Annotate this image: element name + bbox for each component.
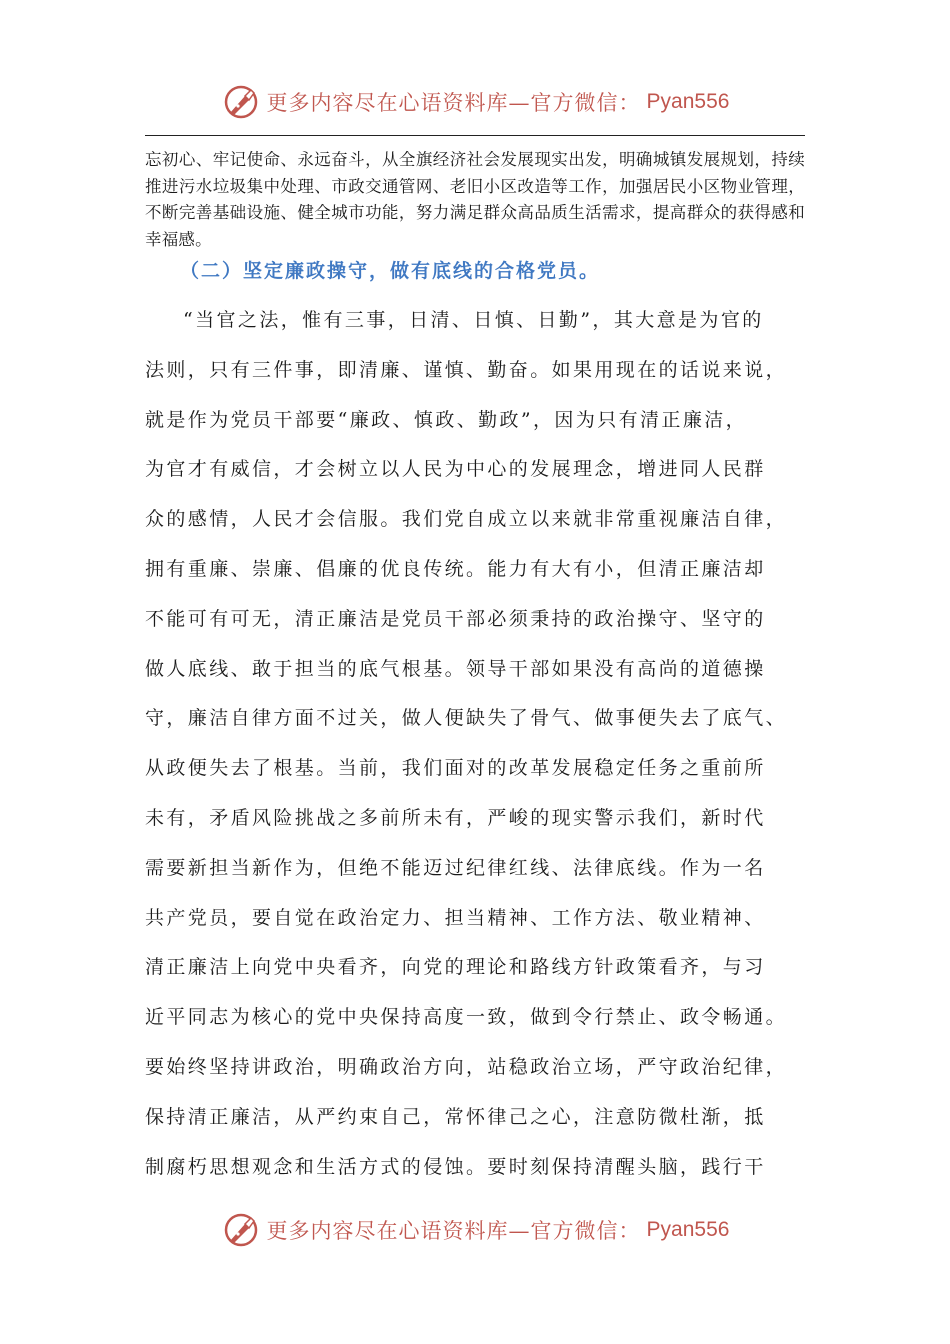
body-line: 就是作为党员干部要“廉政、慎政、勤政”，因为只有清正廉洁， [145, 408, 748, 431]
continued-paragraph: 忘初心、牢记使命、永远奋斗，从全旗经济社会发展现实出发，明确城镇发展规划，持续推进污水垃圾集中处理、市政交通管网、老旧小区改造等工作，加强居民小区物业管理，不断完善基础设施、健全城市功能，努力满足群众高品质生活需求，提高群众的获得感和幸福感。 [145, 150, 805, 249]
body-line: 从政便失去了根基。当前，我们面对的改革发展稳定任务之重前所 [145, 757, 766, 780]
body-line: 制腐朽思想观念和生活方式的侵蚀。要时刻保持清醒头脑，践行干 [145, 1155, 766, 1178]
body-line: 做人底线、敢于担当的底气根基。领导干部如果没有高尚的道德操 [145, 657, 766, 680]
body-line: 要始终坚持讲政治，明确政治方向，站稳政治立场，严守政治纪律， [145, 1055, 788, 1078]
pen-nib-icon [221, 82, 261, 122]
body-line: 未有，矛盾风险挑战之多前所未有，严峻的现实警示我们，新时代 [145, 806, 766, 829]
body-line: 清正廉洁上向党中央看齐，向党的理论和路线方针政策看齐，与习 [145, 956, 766, 979]
watermark-text: 更多内容尽在心语资料库—官方微信： [266, 91, 641, 115]
watermark-text: 更多内容尽在心语资料库—官方微信： [266, 1219, 641, 1243]
body-line: 保持清正廉洁，从严约束自己，常怀律己之心，注意防微杜渐，抵 [145, 1105, 766, 1128]
body-line: 需要新担当新作为，但绝不能迈过纪律红线、法律底线。作为一名 [145, 856, 766, 879]
watermark-wechat-id: Pyan556 [646, 90, 730, 113]
watermark-banner [221, 82, 730, 122]
watermark-banner [221, 1210, 730, 1250]
body-line: 为官才有威信，才会树立以人民为中心的发展理念，增进同人民群 [145, 458, 766, 481]
watermark-wechat-id: Pyan556 [646, 1218, 730, 1241]
body-line: 共产党员，要自觉在政治定力、担当精神、工作方法、敬业精神、 [145, 906, 766, 929]
header-watermark [0, 82, 950, 122]
body-line: 不能可有可无，清正廉洁是党员干部必须秉持的政治操守、坚守的 [145, 607, 766, 630]
body-line: 拥有重廉、崇廉、倡廉的优良传统。能力有大有小，但清正廉洁却 [145, 557, 766, 580]
body-line: 法则，只有三件事，即清廉、谨慎、勤奋。如果用现在的话说来说， [145, 358, 788, 381]
body-line: 守，廉洁自律方面不过关，做人便缺失了骨气、做事便失去了底气、 [145, 707, 788, 730]
footer-watermark [0, 1210, 950, 1250]
body-text [145, 296, 805, 1192]
header-divider [145, 135, 805, 136]
body-line: 众的感情，人民才会信服。我们党自成立以来就非常重视廉洁自律， [145, 508, 788, 531]
pen-nib-icon [221, 1210, 261, 1250]
body-line: “当官之法，惟有三事，日清、日慎、日勤”，其大意是为官的 [183, 309, 764, 331]
body-line: 近平同志为核心的党中央保持高度一致，做到令行禁止、政令畅通。 [145, 1006, 788, 1029]
section-heading: （二）坚定廉政操守，做有底线的合格党员。 [180, 260, 601, 282]
